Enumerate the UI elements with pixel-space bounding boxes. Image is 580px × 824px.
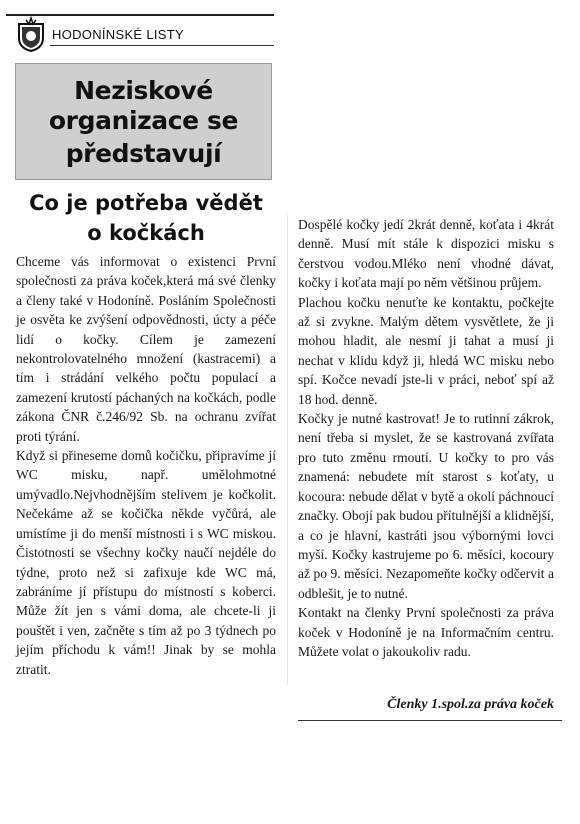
signature: Členky 1.spol.za práva koček xyxy=(387,697,554,712)
right-column xyxy=(298,215,554,661)
top-border xyxy=(6,14,274,16)
masthead-rule xyxy=(50,45,274,46)
masthead-title: HODONÍNSKÉ LISTY xyxy=(52,27,184,42)
paragraph: Chceme vás informovat o existenci První společnosti za práva koček,která má své členky a členy také v Hodoníně. Posláním Společnosti je osvěta ke zvýšení odpovědnosti, úcty a péče lidí o kočky. Cílem je zamezení nekontrolovatelného množení (kastracemi) a tím i strádání velkého počtu populací a zamezení krutostí páchaných na kočkách, podle zákona ČNR č.246/92 Sb. na ochranu zvířat proti týrání. xyxy=(16,254,276,444)
article-headline: o kočkách xyxy=(87,221,205,245)
paragraph: Dospělé kočky jedí 2krát denně, koťata i 4krát denně. Musí mít stále k dispozici misku s čerstvou vodou.Mléko není vhodné dávat, kočky i koťata mají po něm většinou průjem. xyxy=(298,217,554,291)
article-headline: Co je potřeba vědět xyxy=(29,191,263,215)
section-title-line: Neziskové xyxy=(74,76,213,105)
column-divider xyxy=(287,215,288,685)
bottom-rule xyxy=(298,720,562,721)
paragraph: Kočky je nutné kastrovat! Je to rutinní zákrok, není třeba si myslet, že se kastrovaná zvířata pro tuto změnu rmoutí. U kočky to pro vás znamená: nebudete mít starost s koťaty, u kocoura: nebude dělat v bytě a okolí páchnoucí značky. Obojí pak budou přítulnější a klidnější, a co je hlavní, kastráti jsou výbornými lovci myší. Kočky kastrujeme po 6. měsíci, kocoury až po 9. měsíci. Nezapomeňte kočky odčervit a odblešit, je to nutné. xyxy=(298,411,554,601)
section-title-line: organizace se xyxy=(48,106,239,135)
paragraph: Když si přineseme domů kočičku, připravíme jí WC misku, např. umělohmotné umývadlo.Nejvhodnějším stelivem je kočkolit. Nečekáme až se kočička někde vyčůrá, ale umístíme ji do menší místnosti i s WC miskou. Čistotnosti se všechny kočky naučí nejdéle do týdne, proto než si zafixuje kde WC má, zabráníme jí přístupu do místností s koberci. Může žít jen s vámi doma, ale chcete-li ji pouštět i ven, začněte s tím až po 3 týdnech po jejím příchodu k vám!! Jinak by se mohla ztratit. xyxy=(16,448,276,677)
section-title-line: představují xyxy=(65,139,222,168)
town-crest-icon xyxy=(16,16,46,52)
paragraph: Kontakt na členky První společnosti za práva koček v Hodoníně je na Informačním centru. Můžete volat o jakoukoliv radu. xyxy=(298,605,554,659)
paragraph: Plachou kočku nenuťte ke kontaktu, počkejte až si zvykne. Malým dětem vysvětlete, že ji mohou hladit, ale nesmí ji tahat a musí ji nechat v klidu když ji, hledá WC misku nebo spí. Kočce nevadí jste-li v práci, neboť spí až 18 hod. denně. xyxy=(298,294,554,407)
section-title-box xyxy=(15,63,272,180)
left-column xyxy=(16,252,276,679)
